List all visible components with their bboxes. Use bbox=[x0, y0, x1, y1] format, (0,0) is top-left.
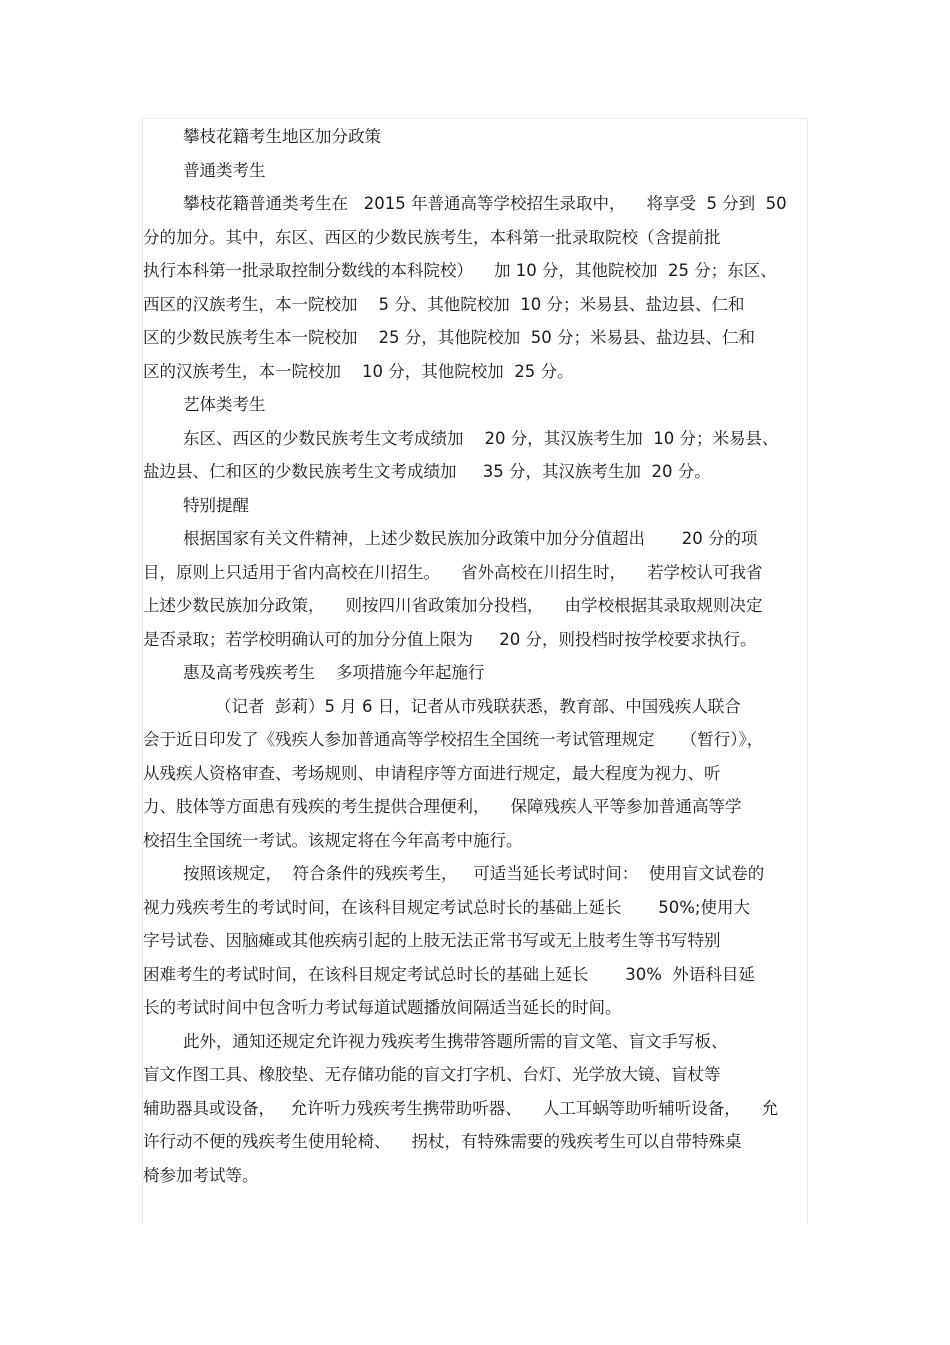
text-line: 艺体类考生 bbox=[183, 395, 266, 414]
text-line: 执行本科第一批录取控制分数线的本科院校） 加 10 分，其他院校加 25 分；东区、 bbox=[143, 261, 777, 280]
text-line: 东区、西区的少数民族考生文考成绩加 20 分，其汉族考生加 10 分；米易县、 bbox=[183, 428, 779, 448]
text-line: 此外，通知还规定允许视力残疾考生携带答题所需的盲文笔、盲文手写板、 bbox=[183, 1031, 728, 1051]
text-line: 是否录取；若学校明确认可的加分分值上限为 20 分，则投档时按学校要求执行。 bbox=[143, 629, 757, 649]
text-line: 盲文作图工具、橡胶垫、无存储功能的盲文打字机、台灯、光学放大镜、盲杖等 bbox=[143, 1065, 721, 1084]
text-line: 区的汉族考生，本一院校加 10 分，其他院校加 25 分。 bbox=[143, 361, 574, 381]
text-line: 上述少数民族加分政策， 则按四川省政策加分投档， 由学校根据其录取规则决定 bbox=[143, 596, 763, 615]
text-line: 校招生全国统一考试。该规定将在今年高考中施行。 bbox=[143, 830, 523, 850]
text-line: 盐边县、仁和区的少数民族考生文考成绩加 35 分，其汉族考生加 20 分。 bbox=[143, 462, 711, 481]
text-line: 攀枝花籍考生地区加分政策 bbox=[183, 127, 381, 146]
text-line: 区的少数民族考生本一院校加 25 分，其他院校加 50 分；米易县、盐边县、仁和 bbox=[143, 328, 755, 347]
document-body bbox=[143, 120, 813, 1192]
text-line: 字号试卷、因脑瘫或其他疾病引起的上肢无法正常书写或无上肢考生等书写特别 bbox=[143, 931, 721, 950]
text-line: 会于近日印发了《残疾人参加普通高等学校招生全国统一考试管理规定 （暂行）》， bbox=[143, 730, 764, 749]
text-line: 长的考试时间中包含听力考试每道试题播放间隔适当延长的时间。 bbox=[143, 998, 622, 1017]
text-line: 许行动不便的残疾考生使用轮椅、 拐杖，有特殊需要的残疾考生可以自带特殊桌 bbox=[143, 1132, 742, 1151]
text-line: 攀枝花籍普通类考生在 2015 年普通高等学校招生录取中， 将享受 5 分到 50 bbox=[183, 194, 787, 213]
text-line: 按照该规定， 符合条件的残疾考生， 可适当延长考试时间： 使用盲文试卷的 bbox=[183, 864, 765, 883]
text-line: 椅参加考试等。 bbox=[143, 1165, 259, 1185]
text-line: 根据国家有关文件精神，上述少数民族加分政策中加分分值超出 20 分的项 bbox=[183, 529, 758, 548]
text-line: 力、肢体等方面患有残疾的考生提供合理便利， 保障残疾人平等参加普通高等学 bbox=[143, 797, 742, 816]
text-line: 惠及高考残疾考生 多项措施今年起施行 bbox=[183, 663, 485, 682]
text-line: 辅助器具或设备， 允许听力残疾考生携带助听器、 人工耳蜗等助听辅听设备， 允 bbox=[143, 1098, 779, 1118]
text-line: 困难考生的考试时间，在该科目规定考试总时长的基础上延长 30% 外语科目延 bbox=[143, 964, 755, 984]
text-line: 视力残疾考生的考试时间，在该科目规定考试总时长的基础上延长 50%;使用大 bbox=[143, 897, 750, 917]
text-line: （记者 彭莉）5 月 6 日，记者从市残联获悉，教育部、中国残疾人联合 bbox=[215, 696, 741, 716]
text-line: 目，原则上只适用于省内高校在川招生。 省外高校在川招生时， 若学校认可我省 bbox=[143, 562, 763, 582]
text-line: 从残疾人资格审查、考场规则、申请程序等方面进行规定，最大程度为视力、听 bbox=[143, 763, 721, 783]
text-line: 普通类考生 bbox=[183, 160, 266, 180]
text-line: 特别提醒 bbox=[183, 495, 249, 515]
text-line: 分的加分。其中，东区、西区的少数民族考生，本科第一批录取院校（含提前批 bbox=[143, 227, 721, 247]
text-line: 西区的汉族考生，本一院校加 5 分、其他院校加 10 分；米易县、盐边县、仁和 bbox=[143, 294, 745, 314]
